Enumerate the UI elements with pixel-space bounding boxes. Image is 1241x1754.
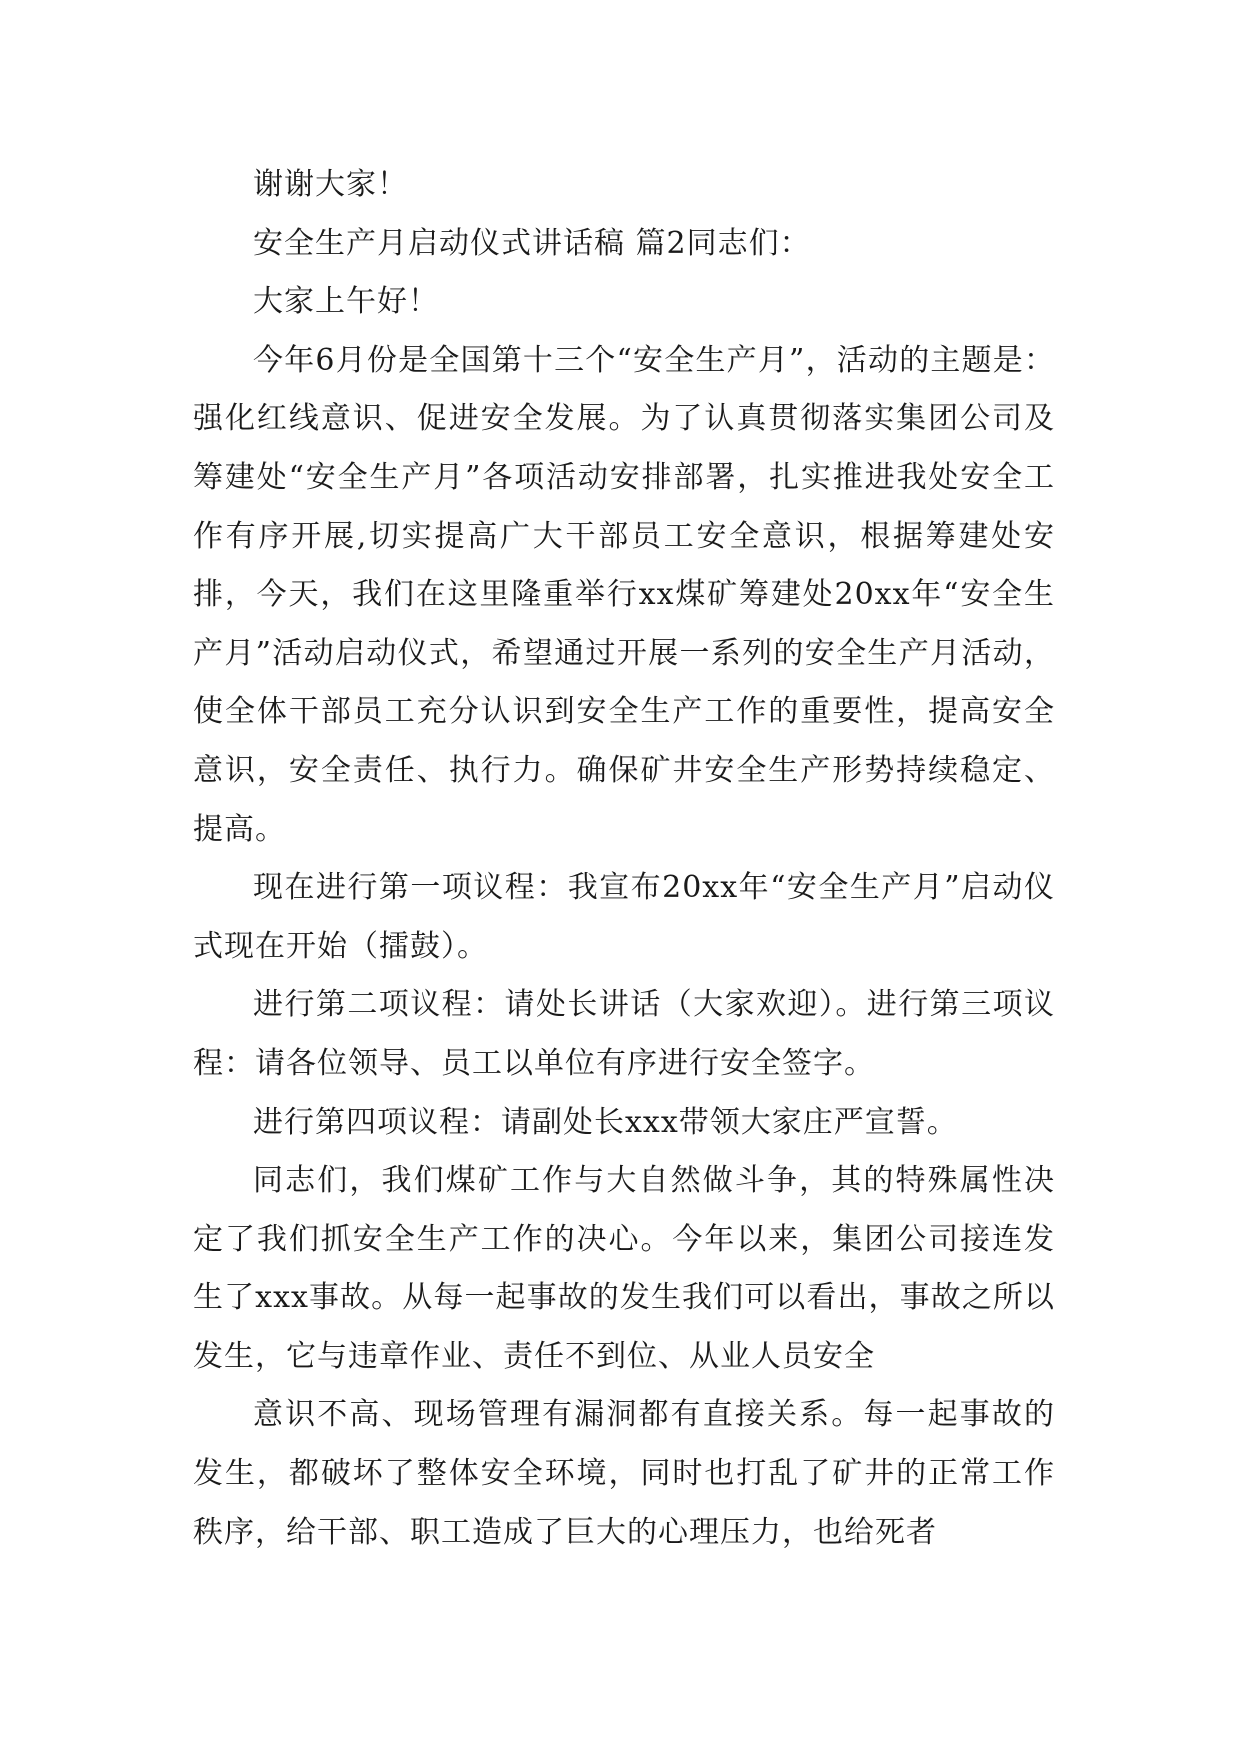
- document-body: [193, 156, 1055, 1562]
- paragraph-7: 进行第四项议程：请副处长xxx带领大家庄严宣誓。: [253, 1104, 958, 1140]
- paragraph-2: 安全生产月启动仪式讲话稿 篇2同志们：: [253, 225, 811, 261]
- paragraph-9: 意识不高、现场管理有漏洞都有直接关系。每一起事故的发生，都破坏了整体安全环境，同时也打乱了矿井的正常工作秩序，给干部、职工造成了巨大的心理压力，也给死者: [193, 1397, 1055, 1550]
- paragraph-5: 现在进行第一项议程：我宣布20xx年“安全生产月”启动仪式现在开始（擂鼓）。: [193, 870, 1055, 964]
- paragraph-4: 今年6月份是全国第十三个“安全生产月”，活动的主题是：强化红线意识、促进安全发展。为了认真贯彻落实集团公司及筹建处“安全生产月”各项活动安排部署，扎实推进我处安全工作有序开展,切实提高广大干部员工安全意识，根据筹建处安排，今天，我们在这里隆重举行xx煤矿筹建处20xx年“安全生产月”活动启动仪式，希望通过开展一系列的安全生产月活动，使全体干部员工充分认识到安全生产工作的重要性，提高安全意识，安全责任、执行力。确保矿井安全生产形势持续稳定、提高。: [193, 342, 1055, 847]
- paragraph-8: 同志们，我们煤矿工作与大自然做斗争，其的特殊属性决定了我们抓安全生产工作的决心。今年以来，集团公司接连发生了xxx事故。从每一起事故的发生我们可以看出，事故之所以发生，它与违章作业、责任不到位、从业人员安全: [193, 1163, 1055, 1374]
- paragraph-1: 谢谢大家！: [253, 167, 408, 202]
- paragraph-3: 大家上午好！: [253, 284, 439, 320]
- paragraph-6: 进行第二项议程：请处长讲话（大家欢迎）。进行第三项议程：请各位领导、员工以单位有序进行安全签字。: [193, 987, 1055, 1081]
